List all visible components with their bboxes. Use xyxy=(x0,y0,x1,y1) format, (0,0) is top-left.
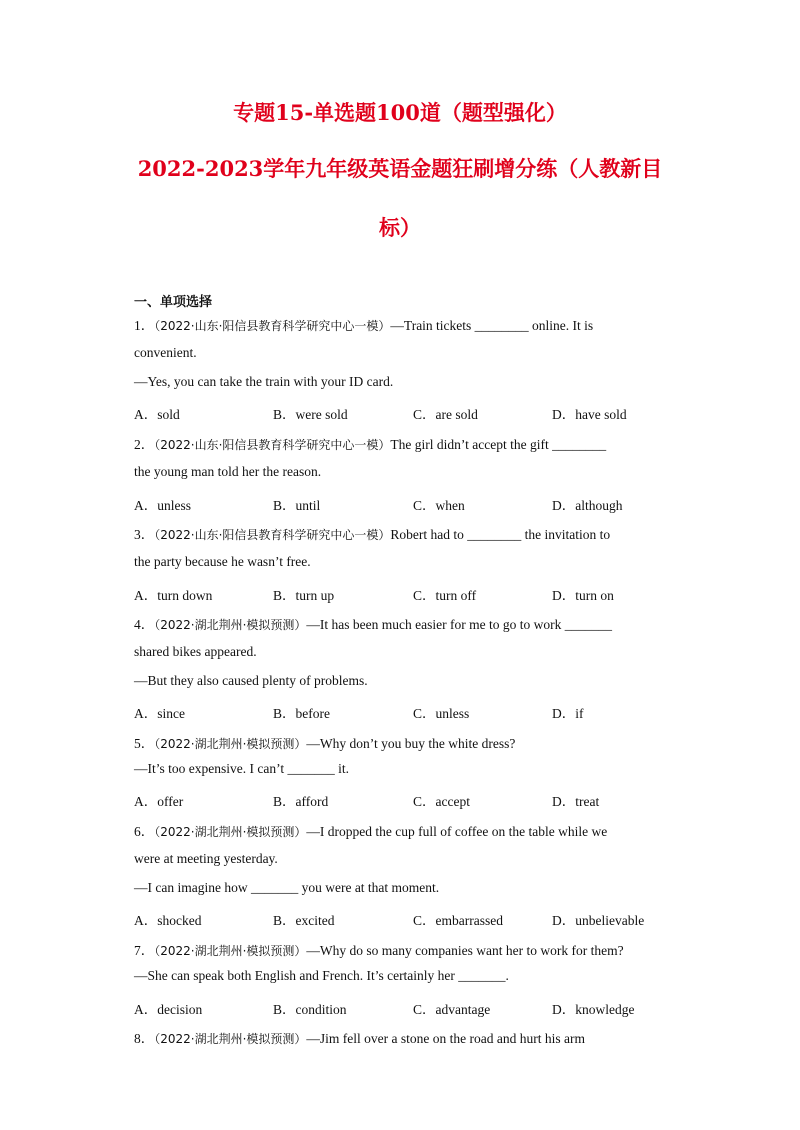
question-number: 6． xyxy=(134,824,155,839)
question-number: 1． xyxy=(134,318,155,333)
option-c: C．advantage xyxy=(413,1002,491,1017)
question-3-stem xyxy=(134,523,610,543)
question-8-stem xyxy=(134,1027,585,1047)
option-b: B．afford xyxy=(273,794,329,809)
question-source: （2022·山东·阳信县教育科学研究中心一模） xyxy=(154,438,391,452)
option-b: B．were sold xyxy=(273,407,348,422)
option-d: D．although xyxy=(552,498,623,513)
question-6-continuation: —I can imagine how _______ you were at that moment. xyxy=(134,880,440,895)
question-4-continuation: —But they also caused plenty of problems. xyxy=(134,673,368,688)
option-a: A．sold xyxy=(134,407,180,422)
question-source: （2022·湖北荆州·模拟预测） xyxy=(154,944,307,958)
question-5-continuation: —It’s too expensive. I can’t _______ it. xyxy=(134,761,349,776)
option-b: B．until xyxy=(273,498,321,513)
question-number: 5． xyxy=(134,736,155,751)
question-6-stem xyxy=(134,820,607,840)
question-2-stem xyxy=(134,433,606,453)
question-7-continuation: —She can speak both English and French. It’s certainly her _______. xyxy=(134,968,509,983)
option-c: C．are sold xyxy=(413,407,478,422)
question-7-stem xyxy=(134,939,624,959)
question-text: —Why do so many companies want her to work for them? xyxy=(306,943,624,958)
question-text: —Train tickets ________ online. It is xyxy=(390,318,594,333)
doc-title-line-2: 2022-2023学年九年级英语金题狂刷增分练（人教新目 xyxy=(137,156,663,181)
doc-title-line-1: 专题15-单选题100道（题型强化） xyxy=(233,100,567,125)
question-1-continuation: convenient. xyxy=(134,345,197,360)
question-text: —I dropped the cup full of coffee on the table while we xyxy=(306,824,608,839)
question-source: （2022·山东·阳信县教育科学研究中心一模） xyxy=(154,528,391,542)
option-a: A．unless xyxy=(134,498,191,513)
question-number: 2． xyxy=(134,437,155,452)
option-c: C．when xyxy=(413,498,465,513)
option-b: B．condition xyxy=(273,1002,347,1017)
option-b: B．before xyxy=(273,706,330,721)
option-b: B．turn up xyxy=(273,588,335,603)
question-4-continuation: shared bikes appeared. xyxy=(134,644,257,659)
question-5-stem xyxy=(134,732,515,752)
question-text: —It has been much easier for me to go to work _______ xyxy=(306,617,612,632)
question-text: —Why don’t you buy the white dress? xyxy=(306,736,516,751)
question-source: （2022·湖北荆州·模拟预测） xyxy=(154,737,307,751)
doc-title-line-3: 标） xyxy=(379,215,421,240)
option-d: D．unbelievable xyxy=(552,913,645,928)
question-source: （2022·湖北荆州·模拟预测） xyxy=(154,825,307,839)
question-2-continuation: the young man told her the reason. xyxy=(134,464,322,479)
option-d: D．knowledge xyxy=(552,1002,635,1017)
option-c: C．unless xyxy=(413,706,470,721)
question-number: 4． xyxy=(134,617,155,632)
option-c: C．embarrassed xyxy=(413,913,503,928)
question-text: Robert had to ________ the invitation to xyxy=(390,527,611,542)
option-d: D．turn on xyxy=(552,588,614,603)
option-d: D．have sold xyxy=(552,407,627,422)
option-c: C．turn off xyxy=(413,588,477,603)
question-3-continuation: the party because he wasn’t free. xyxy=(134,554,311,569)
option-c: C．accept xyxy=(413,794,470,809)
question-1-continuation: —Yes, you can take the train with your ID card. xyxy=(134,374,394,389)
section-heading: 一、单项选择 xyxy=(134,295,213,310)
question-number: 3． xyxy=(134,527,155,542)
question-text: The girl didn’t accept the gift ________ xyxy=(390,437,607,452)
option-a: A．turn down xyxy=(134,588,213,603)
question-source: （2022·湖北荆州·模拟预测） xyxy=(154,618,307,632)
question-source: （2022·山东·阳信县教育科学研究中心一模） xyxy=(154,319,391,333)
option-a: A．decision xyxy=(134,1002,203,1017)
option-b: B．excited xyxy=(273,913,335,928)
question-1-stem xyxy=(134,314,593,334)
question-6-continuation: were at meeting yesterday. xyxy=(134,851,278,866)
question-source: （2022·湖北荆州·模拟预测） xyxy=(154,1032,307,1046)
question-number: 8． xyxy=(134,1031,155,1046)
question-4-stem xyxy=(134,613,612,633)
question-number: 7． xyxy=(134,943,155,958)
option-a: A．shocked xyxy=(134,913,202,928)
option-a: A．since xyxy=(134,706,185,721)
option-d: D．if xyxy=(552,706,584,721)
option-d: D．treat xyxy=(552,794,600,809)
question-text: —Jim fell over a stone on the road and hurt his arm xyxy=(306,1031,585,1046)
option-a: A．offer xyxy=(134,794,184,809)
